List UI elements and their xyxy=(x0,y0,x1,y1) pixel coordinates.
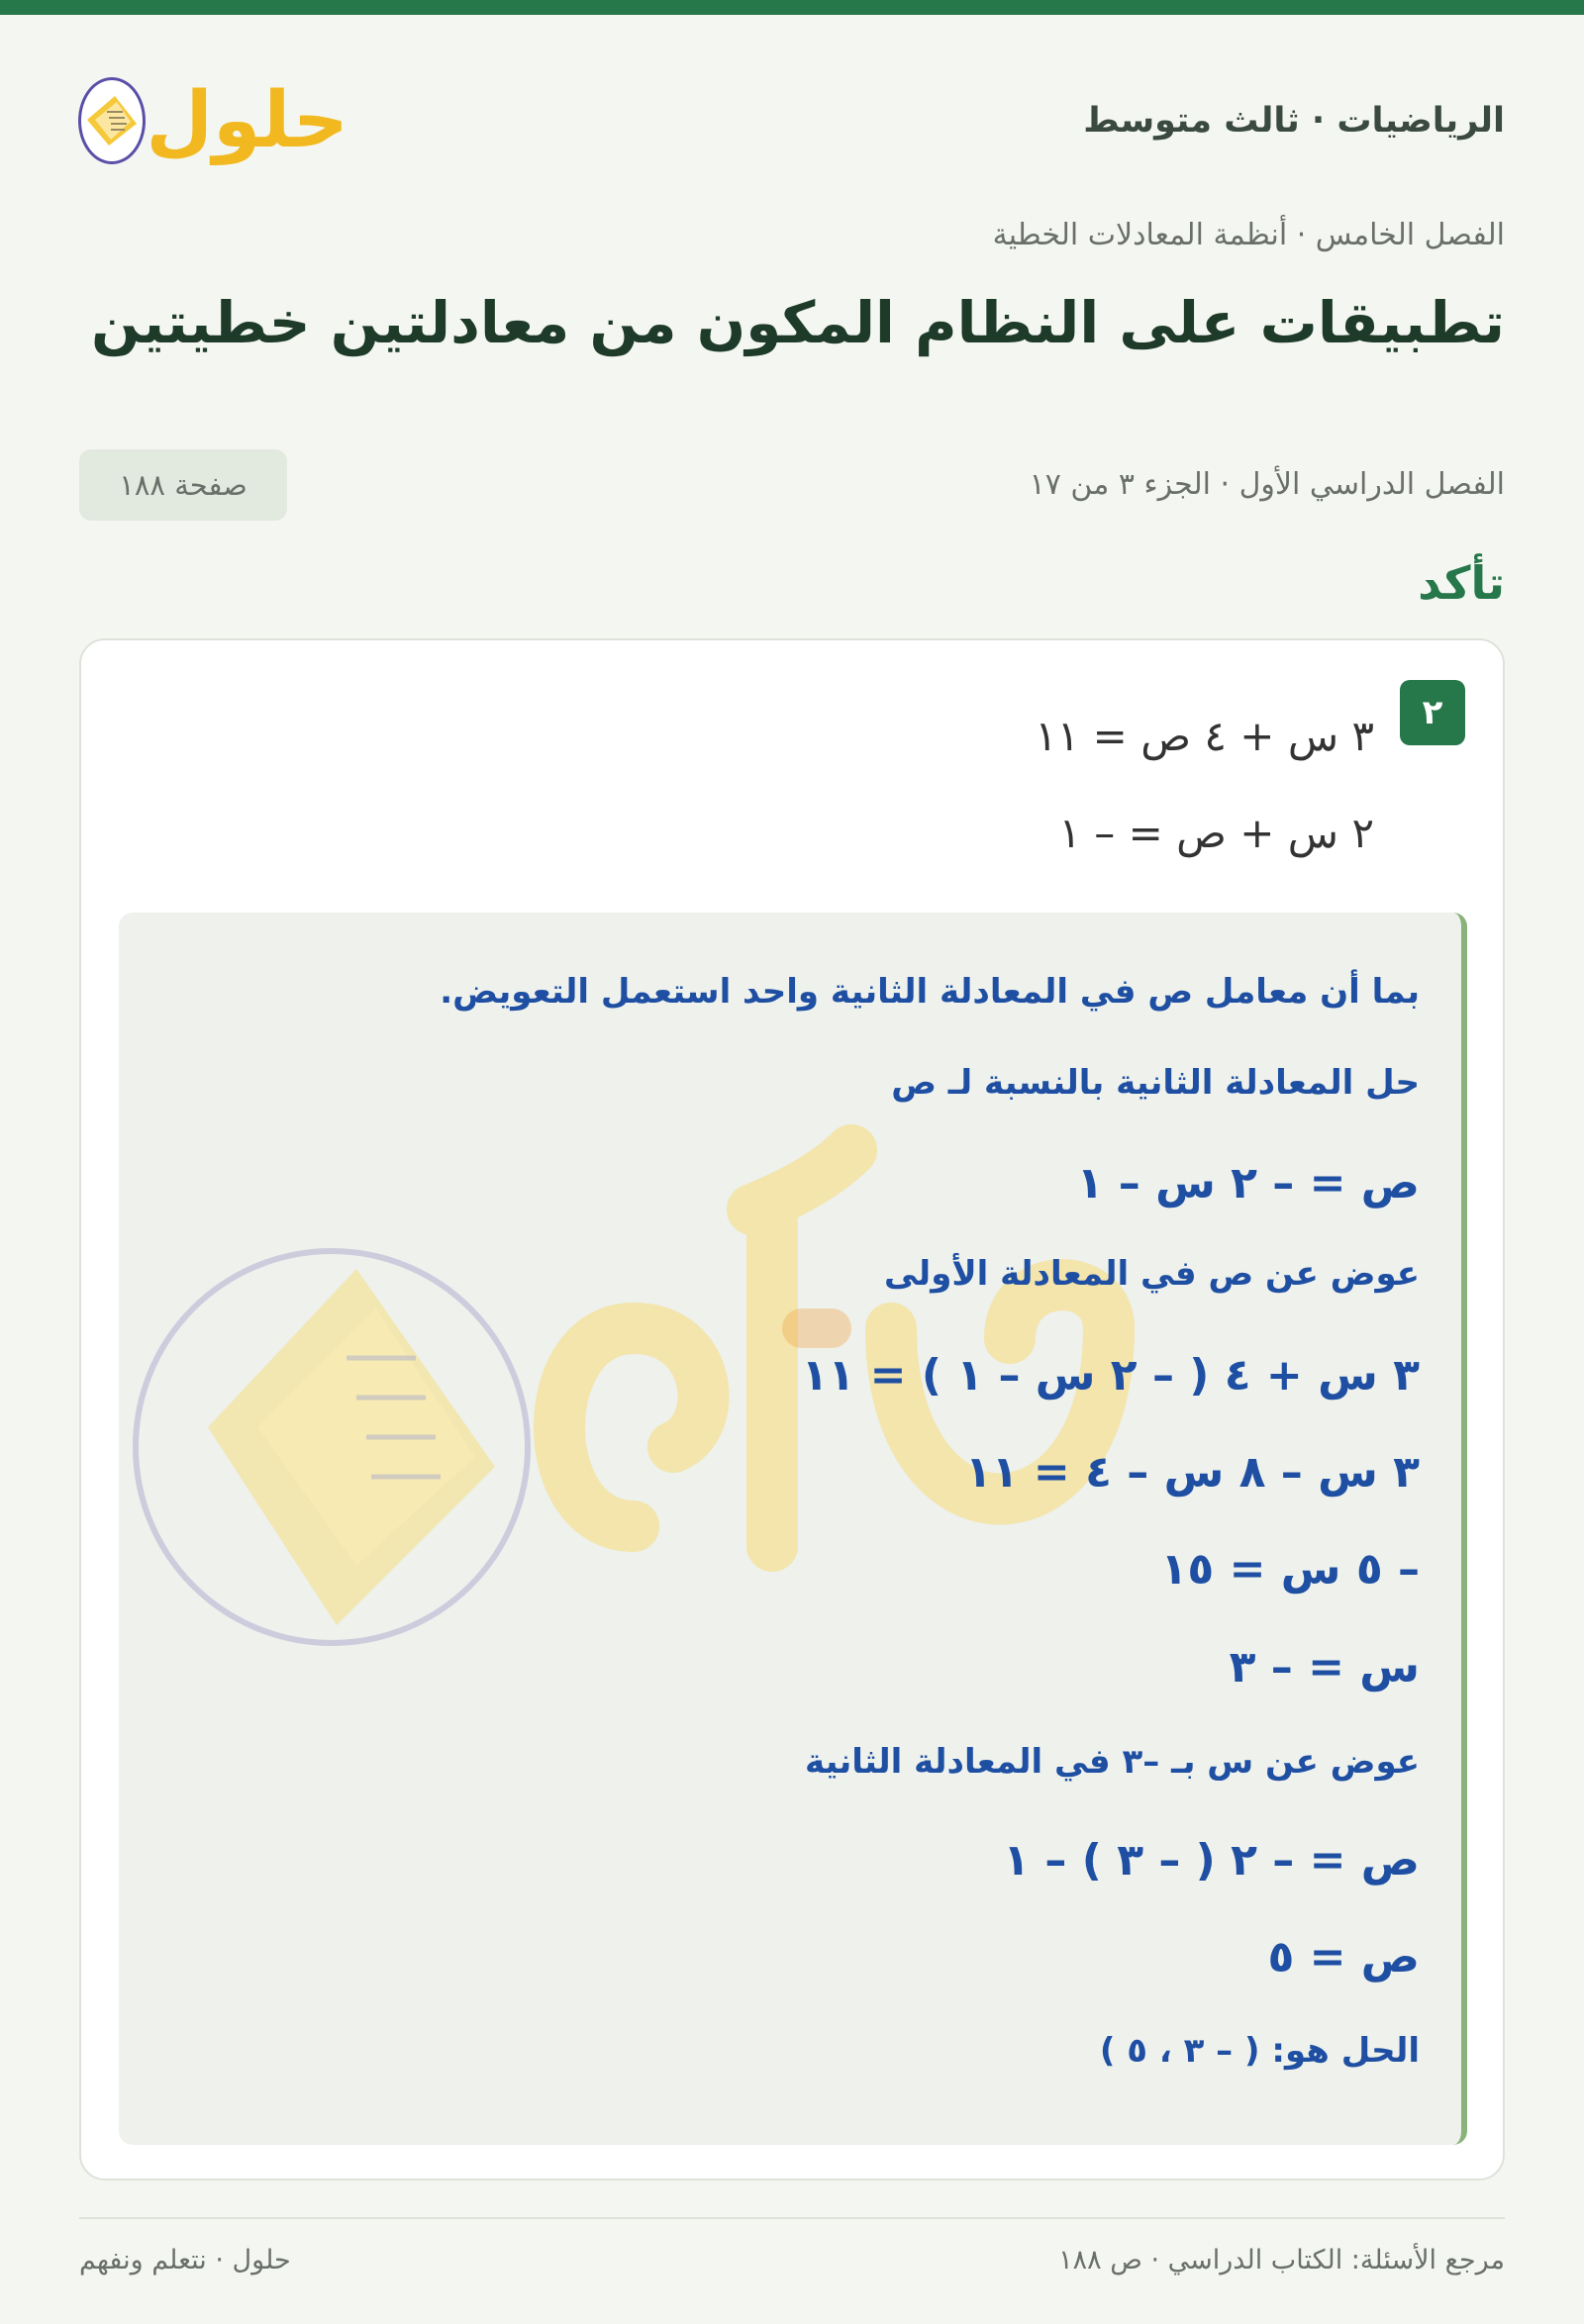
solution-box xyxy=(119,913,1467,2145)
solution-math: ٣ س – ٨ س – ٤ = ١١ xyxy=(964,1447,1420,1498)
subject-label: الرياضيات · ثالث متوسط xyxy=(1083,101,1505,141)
solution-math: – ٥ س = ١٥ xyxy=(1160,1544,1420,1595)
solution-math: ص = ٥ xyxy=(1267,1932,1420,1983)
solution-math: ٣ س + ٤ ( – ٢ س – ١ ) = ١١ xyxy=(801,1350,1420,1401)
solution-math: ص = – ٢ ( – ٣ ) – ١ xyxy=(1003,1835,1420,1886)
footer-brand: حلول · نتعلم ونفهم xyxy=(79,2245,291,2276)
lesson-meta: الفصل الدراسي الأول · الجزء ٣ من ١٧ xyxy=(1029,467,1505,502)
book-icon xyxy=(78,77,146,164)
header xyxy=(79,61,1505,180)
page-title: تطبيقات على النظام المكون من معادلتين خطيتين xyxy=(91,289,1505,356)
page-badge: صفحة ١٨٨ xyxy=(79,449,287,521)
site-logo[interactable] xyxy=(79,61,356,180)
solution-math: ص = – ٢ س – ١ xyxy=(1076,1158,1420,1209)
equation-1: ٣ س + ٤ ص = ١١ xyxy=(1035,712,1374,760)
question-card xyxy=(79,638,1505,2180)
solution-math: س = – ٣ xyxy=(1229,1642,1420,1693)
section-title: تأكد xyxy=(1418,556,1505,610)
footer-reference: مرجع الأسئلة: الكتاب الدراسي · ص ١٨٨ xyxy=(1058,2245,1505,2276)
solution-step: عوض عن س بـ –٣ في المعادلة الثانية xyxy=(804,1742,1420,1782)
solution-answer: الحل هو: ( – ٣ ، ٥ ) xyxy=(1099,2031,1420,2071)
solution-step: حل المعادلة الثانية بالنسبة لـ ص xyxy=(891,1063,1420,1103)
footer-divider xyxy=(79,2217,1505,2219)
top-accent-bar xyxy=(0,0,1584,15)
solution-step: عوض عن ص في المعادلة الأولى xyxy=(884,1254,1420,1294)
equation-2: ٢ س + ص = – ١ xyxy=(1058,809,1374,857)
breadcrumb: الفصل الخامس · أنظمة المعادلات الخطية xyxy=(992,218,1505,252)
logo-text: حلول xyxy=(146,76,348,165)
question-number-badge: ٢ xyxy=(1400,680,1465,745)
solution-step: بما أن معامل ص في المعادلة الثانية واحد استعمل التعويض. xyxy=(440,972,1420,1012)
